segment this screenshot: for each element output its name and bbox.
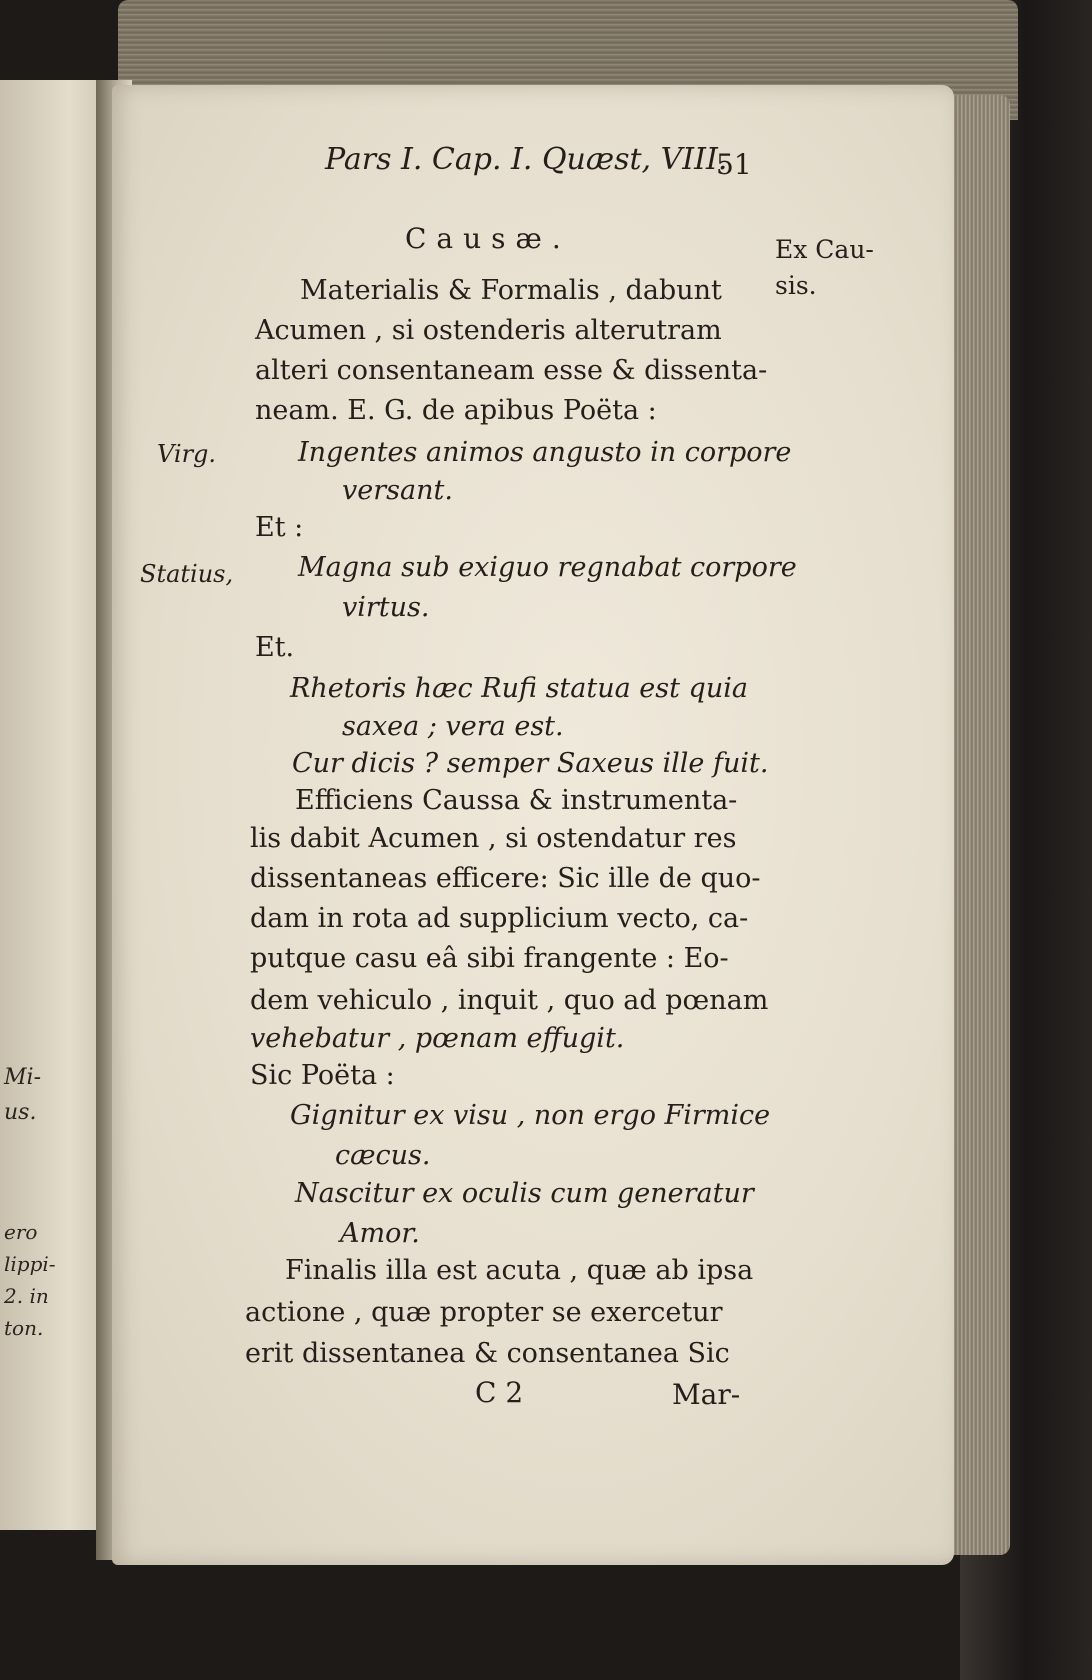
left-fragment: lippi-	[4, 1252, 56, 1276]
verse-line: Magna sub exiguo regnabat corpore	[298, 552, 797, 583]
text-line: dam in rota ad supplicium vecto, ca-	[250, 903, 749, 934]
page-number: 51	[716, 148, 752, 181]
text-line: Et.	[255, 632, 295, 663]
text-line: Materialis & Formalis , dabunt	[300, 275, 722, 306]
verse-line: Amor.	[340, 1218, 420, 1249]
page-edges	[950, 95, 1010, 1555]
verse-line: saxea ; vera est.	[342, 711, 564, 742]
signature-mark: C 2	[475, 1376, 524, 1409]
verse-line: versant.	[342, 475, 453, 506]
text-line: Efficiens Caussa & instrumenta-	[295, 785, 738, 816]
text-line: alteri consentaneam esse & dissenta-	[255, 355, 768, 386]
verse-line: cæcus.	[335, 1140, 431, 1171]
text-line: Finalis illa est acuta , quæ ab ipsa	[285, 1255, 754, 1286]
left-fragment: Mi-	[4, 1065, 41, 1090]
text-line: dissentaneas efficere: Sic ille de quo-	[250, 863, 761, 894]
text-line: Sic Poëta :	[250, 1060, 395, 1091]
left-fragment: us.	[4, 1100, 37, 1125]
text-line: putque casu eâ sibi frangente : Eo-	[250, 943, 729, 974]
text-line: vehebatur , pœnam effugit.	[250, 1023, 625, 1054]
verse-line: Nascitur ex oculis cum generatur	[295, 1178, 754, 1209]
sidenote-statius: Statius,	[140, 560, 234, 588]
verse-line: Cur dicis ? semper Saxeus ille fuit.	[292, 748, 769, 779]
verse-line: virtus.	[342, 592, 430, 623]
catchword: Mar-	[672, 1378, 741, 1411]
text-line: lis dabit Acumen , si ostendatur res	[250, 823, 737, 854]
text-line: neam. E. G. de apibus Poëta :	[255, 395, 657, 426]
text-line: Et :	[255, 512, 304, 543]
verse-line: Gignitur ex visu , non ergo Firmice	[290, 1100, 771, 1131]
text-line: Acumen , si ostenderis alterutram	[255, 315, 722, 346]
left-fragment: ero	[4, 1220, 38, 1244]
section-title: Causæ.	[405, 222, 571, 255]
text-line: erit dissentanea & consentanea Sic	[245, 1338, 730, 1369]
text-line: actione , quæ propter se exercetur	[245, 1297, 723, 1328]
verse-line: Rhetoris hæc Rufi statua est quia	[290, 673, 748, 704]
running-head: Pars I. Cap. I. Quæst, VIII.	[325, 142, 728, 177]
text-line: dem vehiculo , inquit , quo ad pœnam	[250, 985, 769, 1016]
left-fragment: ton.	[4, 1316, 44, 1340]
margin-note: Ex Cau- sis.	[775, 235, 874, 300]
verse-line: Ingentes animos angusto in corpore	[298, 437, 792, 468]
sidenote-virg: Virg.	[157, 440, 217, 468]
left-fragment: 2. in	[4, 1284, 49, 1308]
